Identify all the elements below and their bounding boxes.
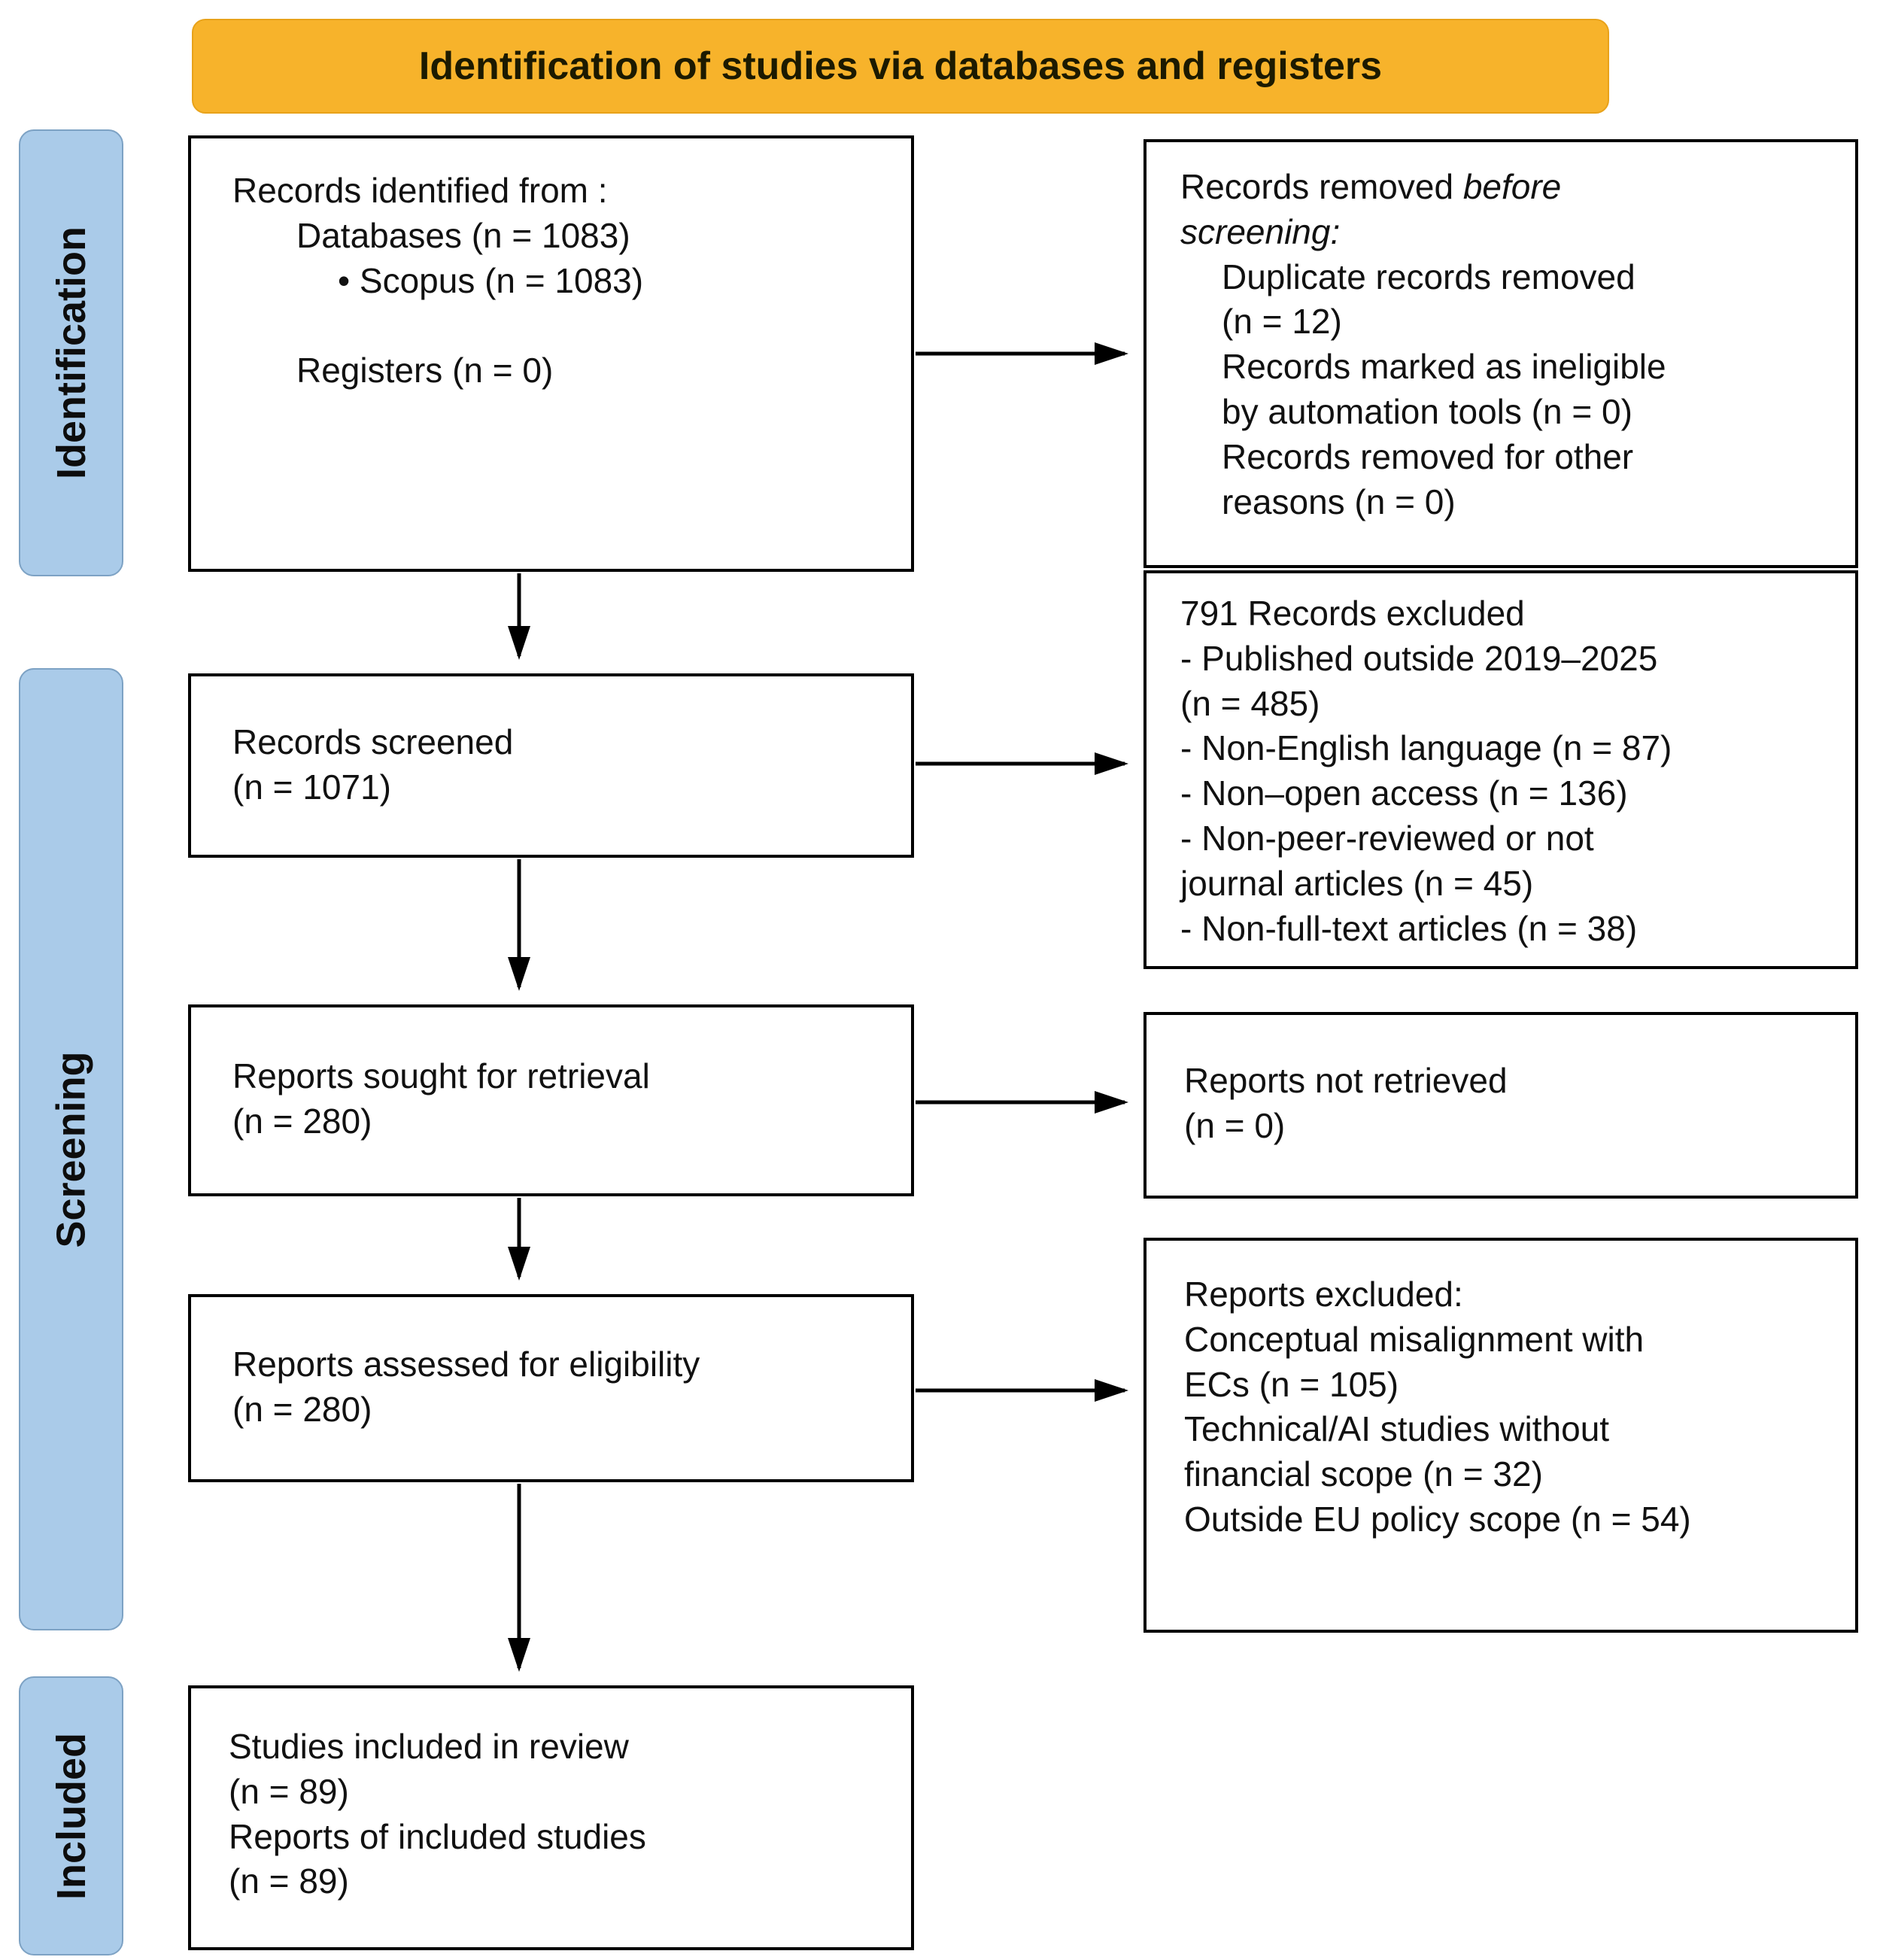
- text-line: (n = 89): [229, 1861, 349, 1901]
- stage-label-included-text: Included: [48, 1732, 94, 1900]
- box-records-excluded: [1143, 570, 1858, 969]
- text-line: (n = 280): [232, 1389, 372, 1429]
- text-line: financial scope (n = 32): [1184, 1454, 1543, 1494]
- text-line: - Non-peer-reviewed or not: [1180, 818, 1594, 858]
- text-line: Reports assessed for eligibility: [232, 1345, 700, 1384]
- text-line: (n = 12): [1222, 302, 1342, 342]
- text-line: Records marked as ineligible: [1222, 347, 1666, 387]
- text-line: ECs (n = 105): [1184, 1364, 1399, 1404]
- text-line: [1180, 165, 1840, 210]
- text-line: Duplicate records removed: [1222, 257, 1635, 296]
- text-line: Records identified from :: [232, 171, 608, 210]
- text-line: Databases (n = 1083): [296, 215, 630, 255]
- box-reports-excluded: [1143, 1238, 1858, 1633]
- text-line: Reports excluded:: [1184, 1275, 1463, 1314]
- text-line: (n = 280): [232, 1101, 372, 1141]
- text-line: Technical/AI studies without: [1184, 1409, 1610, 1449]
- box-studies-included-in-review: [188, 1685, 914, 1950]
- text-line: (n = 1071): [232, 767, 391, 807]
- text-line: screening:: [1180, 211, 1341, 251]
- text-line: Conceptual misalignment with: [1184, 1319, 1645, 1359]
- box-records-removed-before-screening: [1143, 139, 1858, 568]
- box-records-identified: [188, 135, 914, 572]
- text-line: Reports of included studies: [229, 1816, 646, 1856]
- text-line: (n = 89): [229, 1771, 349, 1811]
- text-line: - Non–open access (n = 136): [1180, 773, 1628, 813]
- box-reports-sought-for-retrieval: [188, 1004, 914, 1196]
- text-line: Outside EU policy scope (n = 54): [1184, 1499, 1691, 1539]
- stage-label-identification-text: Identification: [48, 226, 94, 479]
- text-line: • Scopus (n = 1083): [338, 260, 644, 300]
- box-reports-assessed-for-eligibility: [188, 1294, 914, 1482]
- text-line: Reports sought for retrieval: [232, 1056, 650, 1095]
- box-reports-not-retrieved: [1143, 1012, 1858, 1199]
- banner-title-text: Identification of studies via databases and registers: [418, 44, 1383, 88]
- text-line: - Non-English language (n = 87): [1180, 728, 1672, 768]
- box-records-screened: [188, 673, 914, 858]
- text-segment-italic: before: [1462, 167, 1562, 206]
- text-line: Registers (n = 0): [296, 351, 554, 390]
- text-line: Records removed for other: [1222, 436, 1634, 476]
- text-line: - Non-full-text articles (n = 38): [1180, 908, 1638, 948]
- text-line: - Published outside 2019–2025: [1180, 638, 1658, 678]
- text-line: (n = 485): [1180, 683, 1320, 723]
- text-line: reasons (n = 0): [1222, 482, 1456, 521]
- text-line: Studies included in review: [229, 1727, 629, 1766]
- stage-label-included: [19, 1676, 123, 1955]
- text-line: Reports not retrieved: [1184, 1061, 1508, 1100]
- stage-label-screening-text: Screening: [48, 1050, 94, 1248]
- text-line: 791 Records excluded: [1180, 594, 1525, 633]
- text-segment: Records removed: [1180, 167, 1463, 206]
- text-line: by automation tools (n = 0): [1222, 391, 1632, 431]
- stage-label-identification: [19, 129, 123, 576]
- text-line: Records screened: [232, 722, 514, 761]
- stage-label-screening: [19, 668, 123, 1630]
- text-line: journal articles (n = 45): [1180, 863, 1534, 903]
- text-line: (n = 0): [1184, 1105, 1286, 1145]
- banner-title: [192, 19, 1609, 114]
